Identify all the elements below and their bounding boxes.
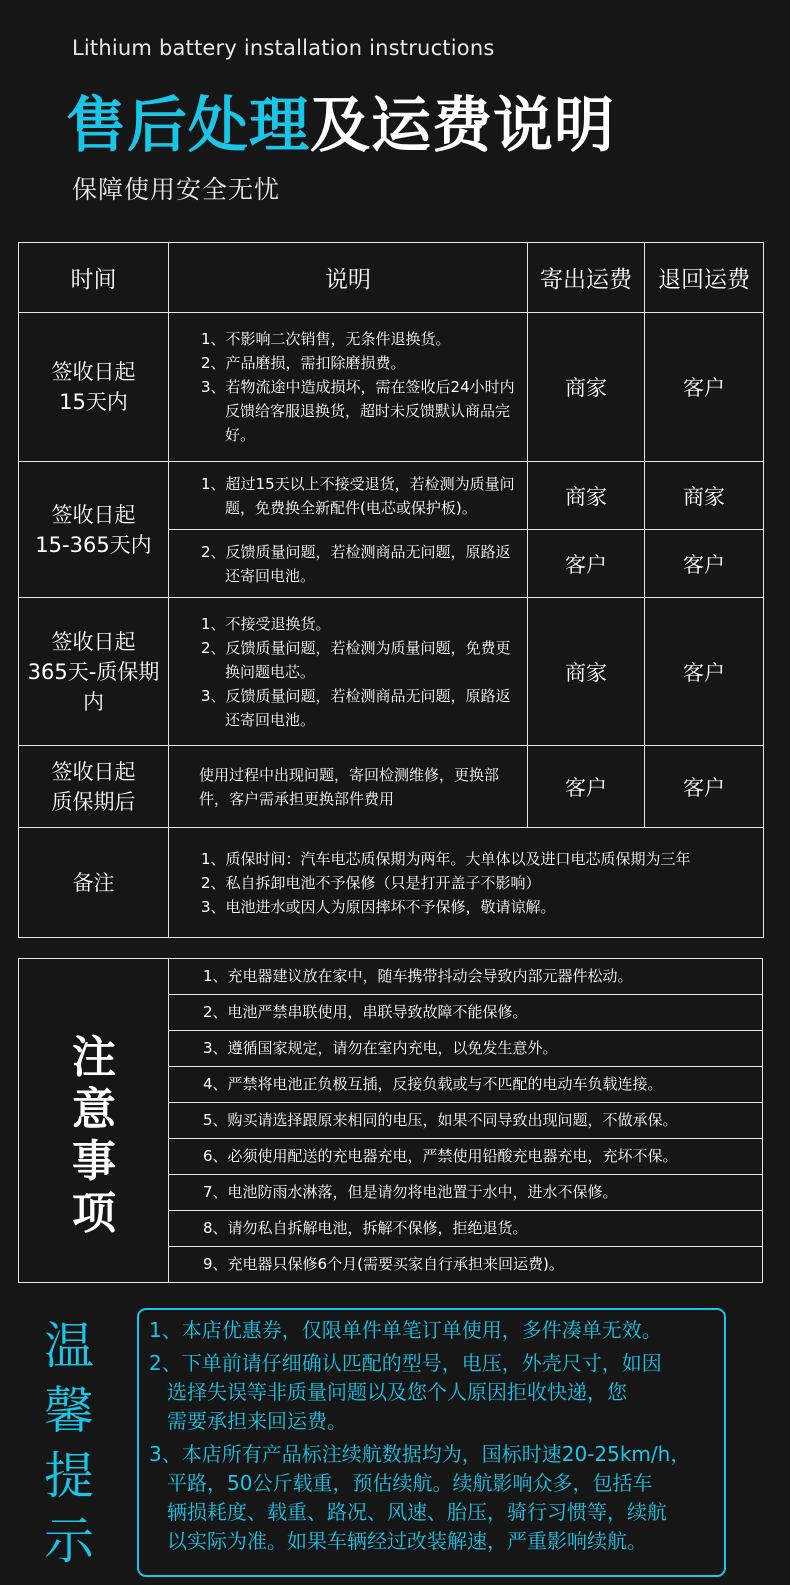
desc-item: 2、反馈质量问题，若检测为质量问题，免费更换问题电芯。 [201, 638, 511, 681]
send-fee-cell: 商家 [528, 313, 645, 462]
title-highlight: 售后处理 [66, 91, 310, 161]
note-item: 5、购买请选择跟原来相同的电压，如果不同导致出现问题，不做承保。 [169, 1103, 762, 1139]
return-fee-cell: 商家 [645, 462, 764, 530]
description-cell [169, 598, 528, 746]
table-row [19, 313, 764, 462]
desc-item: 2、反馈质量问题，若检测商品无问题，原路返还寄回电池。 [201, 542, 511, 585]
desc-item: 1、不影响二次销售，无条件退换货。 [201, 330, 451, 348]
time-line: 365天-质保期内 [27, 659, 160, 714]
notes-section [18, 958, 763, 1283]
note-item: 2、电池严禁串联使用，串联导致故障不能保修。 [169, 995, 762, 1031]
note-item: 9、充电器只保修6个月(需要买家自行承担来回运费)。 [203, 1255, 564, 1273]
desc-item: 1、不接受退换货。 [201, 614, 331, 633]
note-item: 6、必须使用配送的充电器充电，严禁使用铅酸充电器充电，充坏不保。 [169, 1139, 762, 1175]
notes-heading-char: 项 [72, 1188, 116, 1239]
return-fee-cell: 客户 [645, 746, 764, 828]
remark-item: 1、质保时间：汽车电芯质保期为两年。大单体以及进口电芯质保期为三年 [201, 849, 691, 868]
subtitle-en: Lithium battery installation instructions [72, 36, 495, 60]
header-send-fee: 寄出运费 [528, 243, 645, 313]
desc-item: 1、超过15天以上不接受退货，若检测为质量问题，免费换全新配件(电芯或保护板)。 [201, 474, 515, 517]
time-line: 15天内 [59, 390, 128, 414]
table-row [19, 462, 764, 530]
tips-heading-char: 馨 [44, 1382, 94, 1440]
note-item: 1、充电器建议放在家中，随车携带抖动会导致内部元器件松动。 [169, 959, 762, 995]
send-fee-cell: 客户 [528, 530, 645, 598]
desc-item: 3、若物流途中造成损坏，需在签收后24小时内反馈给客服退换货，超时未反馈默认商品完好。 [201, 378, 515, 444]
note-item: 7、电池防雨水淋落，但是请勿将电池置于水中，进水不保修。 [169, 1175, 762, 1211]
tip-item: 1、本店优惠券，仅限单件单笔订单使用，多件凑单无效。 [149, 1318, 662, 1342]
table-header-row [19, 243, 764, 313]
description-cell [169, 746, 528, 828]
return-fee-cell: 客户 [645, 313, 764, 462]
desc-item: 使用过程中出现问题，寄回检测维修，更换部件，客户需承担更换部件费用 [199, 765, 500, 808]
notes-heading [19, 959, 169, 1282]
send-fee-cell: 商家 [528, 598, 645, 746]
description-cell [169, 530, 528, 598]
time-line: 签收日起 [51, 502, 136, 527]
title-rest: 及运费说明 [310, 91, 615, 161]
time-line: 签收日起 [51, 759, 136, 784]
page-title [66, 78, 615, 164]
table-row [19, 746, 764, 828]
time-cell [19, 746, 169, 828]
time-cell [19, 598, 169, 746]
slogan: 保障使用安全无忧 [72, 175, 281, 204]
desc-item: 2、产品磨损，需扣除磨损费。 [201, 354, 406, 372]
time-cell [19, 313, 169, 462]
tips-box [137, 1308, 726, 1577]
note-item: 4、严禁将电池正负极互插，反接负载或与不匹配的电动车负载连接。 [169, 1067, 762, 1103]
notes-heading-char: 意 [72, 1084, 116, 1135]
notes-heading-char: 注 [72, 1032, 116, 1083]
return-fee-cell: 客户 [645, 530, 764, 598]
time-line: 质保期后 [51, 789, 136, 814]
time-line: 签收日起 [51, 629, 136, 654]
table-row [19, 598, 764, 746]
remarks-description-cell [169, 828, 764, 938]
header-time: 时间 [19, 243, 169, 313]
tip-item: 2、下单前请仔细确认匹配的型号，电压，外壳尺寸，如因 选择失误等非质量问题以及您个人原因拒收快递，您 需要承担来回运费。 [149, 1351, 662, 1433]
tips-heading-char: 示 [44, 1512, 94, 1570]
time-line: 15-365天内 [35, 532, 152, 557]
description-cell [169, 462, 528, 530]
return-fee-cell: 客户 [645, 598, 764, 746]
note-item: 3、遵循国家规定，请勿在室内充电，以免发生意外。 [169, 1031, 762, 1067]
description-cell [169, 313, 528, 462]
remarks-cell: 备注 [19, 828, 169, 938]
remark-item: 2、私自拆卸电池不予保修（只是打开盖子不影响） [201, 873, 541, 892]
header-description: 说明 [169, 243, 528, 313]
after-sales-table [18, 242, 764, 938]
notes-heading-char: 事 [72, 1136, 116, 1187]
time-line: 签收日起 [51, 360, 136, 384]
send-fee-cell: 客户 [528, 746, 645, 828]
remark-item: 3、电池进水或因人为原因摔坏不予保修，敬请谅解。 [201, 897, 556, 916]
notes-list [169, 959, 762, 1282]
tip-item: 3、本店所有产品标注续航数据均为，国标时速20-25km/h， 平路，50公斤载重，预估续航。续航影响众多，包括车 辆损耗度、载重、路况、风速、胎压，骑行习惯等，续航 以实际为准。如果车辆经过改装解速，严重影响续航。 [149, 1442, 691, 1553]
table-row [19, 828, 764, 938]
desc-item: 3、反馈质量问题，若检测商品无问题，原路返还寄回电池。 [201, 686, 511, 729]
time-cell [19, 462, 169, 598]
note-item: 8、请勿私自拆解电池，拆解不保修，拒绝退货。 [169, 1211, 762, 1247]
tips-heading-char: 温 [44, 1317, 94, 1375]
send-fee-cell: 商家 [528, 462, 645, 530]
header-return-fee: 退回运费 [645, 243, 764, 313]
tips-heading-char: 提 [44, 1447, 94, 1505]
